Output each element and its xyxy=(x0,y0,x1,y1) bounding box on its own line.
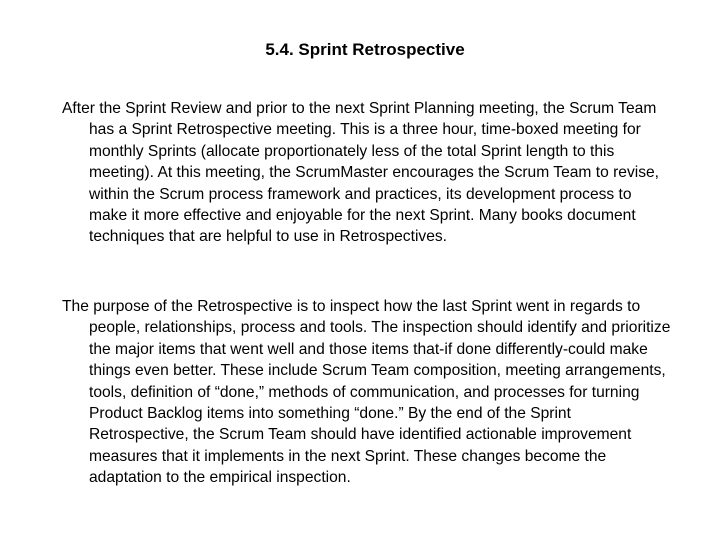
slide-title: 5.4. Sprint Retrospective xyxy=(265,40,465,59)
paragraph-retrospective-purpose: The purpose of the Retrospective is to inspect how the last Sprint went in regards to people, relationships, process and tools. The inspection should identify and prioritize the major items that went well and those items that-if done differently-could make things even better. These include Scrum Team composition, meeting arrangements, tools, definition of “done,” methods of communication, and processes for turning Product Backlog items into something “done.” By the end of the Sprint Retrospective, the Scrum Team should have identified actionable improvement measures that it implements in the next Sprint. These changes become the adaptation to the empirical inspection. xyxy=(62,298,671,487)
paragraph-sprint-retrospective-intro: After the Sprint Review and prior to the next Sprint Planning meeting, the Scrum Team has a Sprint Retrospective meeting. This is a three hour, time-boxed meeting for monthly Sprints (allocate proportionately less of the total Sprint length to this meeting). At this meeting, the ScrumMaster encourages the Scrum Team to revise, within the Scrum process framework and practices, its development process to make it more effective and enjoyable for the next Sprint. Many books document techniques that are helpful to use in Retrospectives. xyxy=(62,100,660,246)
